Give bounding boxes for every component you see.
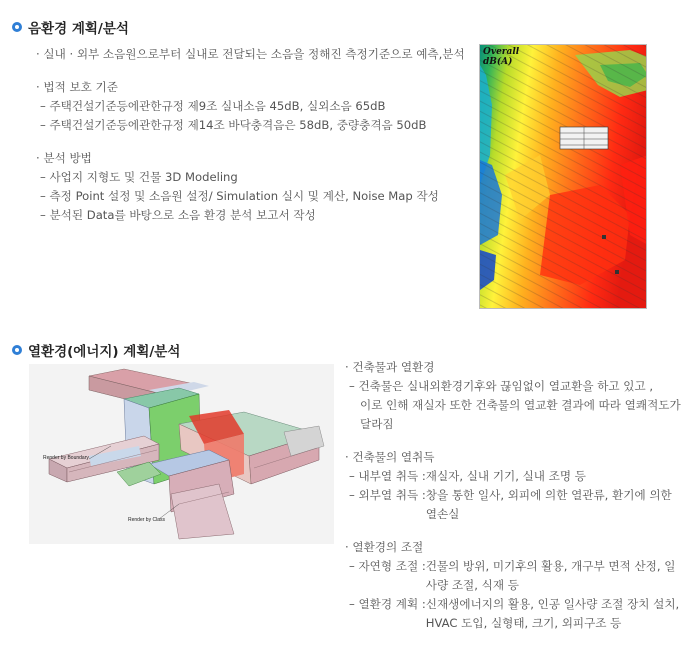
method-heading: · 분석 방법 <box>36 151 92 165</box>
noise-map-graphic <box>480 45 647 309</box>
standard-item: – 주택건설기준등에관한규정 제9조 실내소음 45dB, 실외소음 65dB <box>40 99 386 113</box>
method-item: – 사업지 지형도 및 건물 3D Modeling <box>40 170 238 184</box>
row-label: – 내부열 취득 : <box>349 469 426 483</box>
thermal-text-block <box>345 358 681 633</box>
heat-exchange-line: – 건축물은 실내외환경기후와 끊임없이 열교환을 하고 있고 , <box>349 379 654 393</box>
section-title-thermal-text: 열환경(에너지) 계획/분석 <box>28 344 181 360</box>
row-value: 창을 통한 일사, 외피에 의한 열관류, 환기에 의한 열손실 <box>425 488 672 521</box>
row-value: 재실자, 실내 기기, 실내 조명 등 <box>425 469 586 483</box>
heat-exchange-line: 이로 인해 재실자 또한 건축물의 열교환 결과에 따라 열쾌적도가 <box>360 398 681 412</box>
method-item: – 측정 Point 설정 및 소음원 설정/ Simulation 실시 및 계산, Noise Map 작성 <box>40 189 439 203</box>
noise-map-image <box>479 44 647 309</box>
method-item: – 분석된 Data를 바탕으로 소음 환경 분석 보고서 작성 <box>40 208 316 222</box>
sound-intro: · 실내 · 외부 소음원으로부터 실내로 전달되는 소음을 정해진 측정기준으로 예측,분석 <box>36 47 465 61</box>
standards-heading: · 법적 보호 기준 <box>36 80 118 94</box>
section-title-sound-text: 음환경 계획/분석 <box>28 21 129 37</box>
section-title-thermal <box>12 340 180 360</box>
thermal-control-row <box>345 595 681 633</box>
circle-bullet-icon <box>12 22 22 32</box>
building-energy-model-image <box>29 364 334 544</box>
heat-gain-row <box>345 467 681 486</box>
noise-map-legend <box>483 47 519 67</box>
thermal-control-heading: · 열환경의 조절 <box>345 540 424 554</box>
heat-gain-row <box>345 486 681 524</box>
noise-map-unit: dB(A) <box>483 57 513 67</box>
heat-exchange-heading: · 건축물과 열환경 <box>345 360 435 374</box>
row-label: – 열환경 계획 : <box>349 597 426 611</box>
standard-item: – 주택건설기준등에관한규정 제14조 바닥충격음은 58dB, 중량충격음 50dB <box>40 118 427 132</box>
row-value: 신재생에너지의 활용, 인공 일사량 조절 장치 설치, HVAC 도입, 실형태, 크기, 외피구조 등 <box>425 597 680 630</box>
thermal-control-row <box>345 557 681 595</box>
noise-map-label: Overall <box>483 47 520 57</box>
render-by-boundary-label: Render by Boundary <box>43 455 89 461</box>
row-value: 건물의 방위, 미기후의 활용, 개구부 면적 산정, 일사량 조절, 식재 등 <box>425 559 676 592</box>
circle-bullet-icon <box>12 345 22 355</box>
heat-gain-heading: · 건축물의 열취득 <box>345 450 435 464</box>
row-label: – 외부열 취득 : <box>349 488 426 502</box>
row-label: – 자연형 조절 : <box>349 559 426 573</box>
section-title-sound <box>12 17 129 37</box>
building-model-graphic <box>29 364 334 544</box>
heat-exchange-line: 달라짐 <box>360 417 394 431</box>
sound-text-block <box>30 45 465 225</box>
render-by-class-label: Render by Class <box>128 517 165 523</box>
